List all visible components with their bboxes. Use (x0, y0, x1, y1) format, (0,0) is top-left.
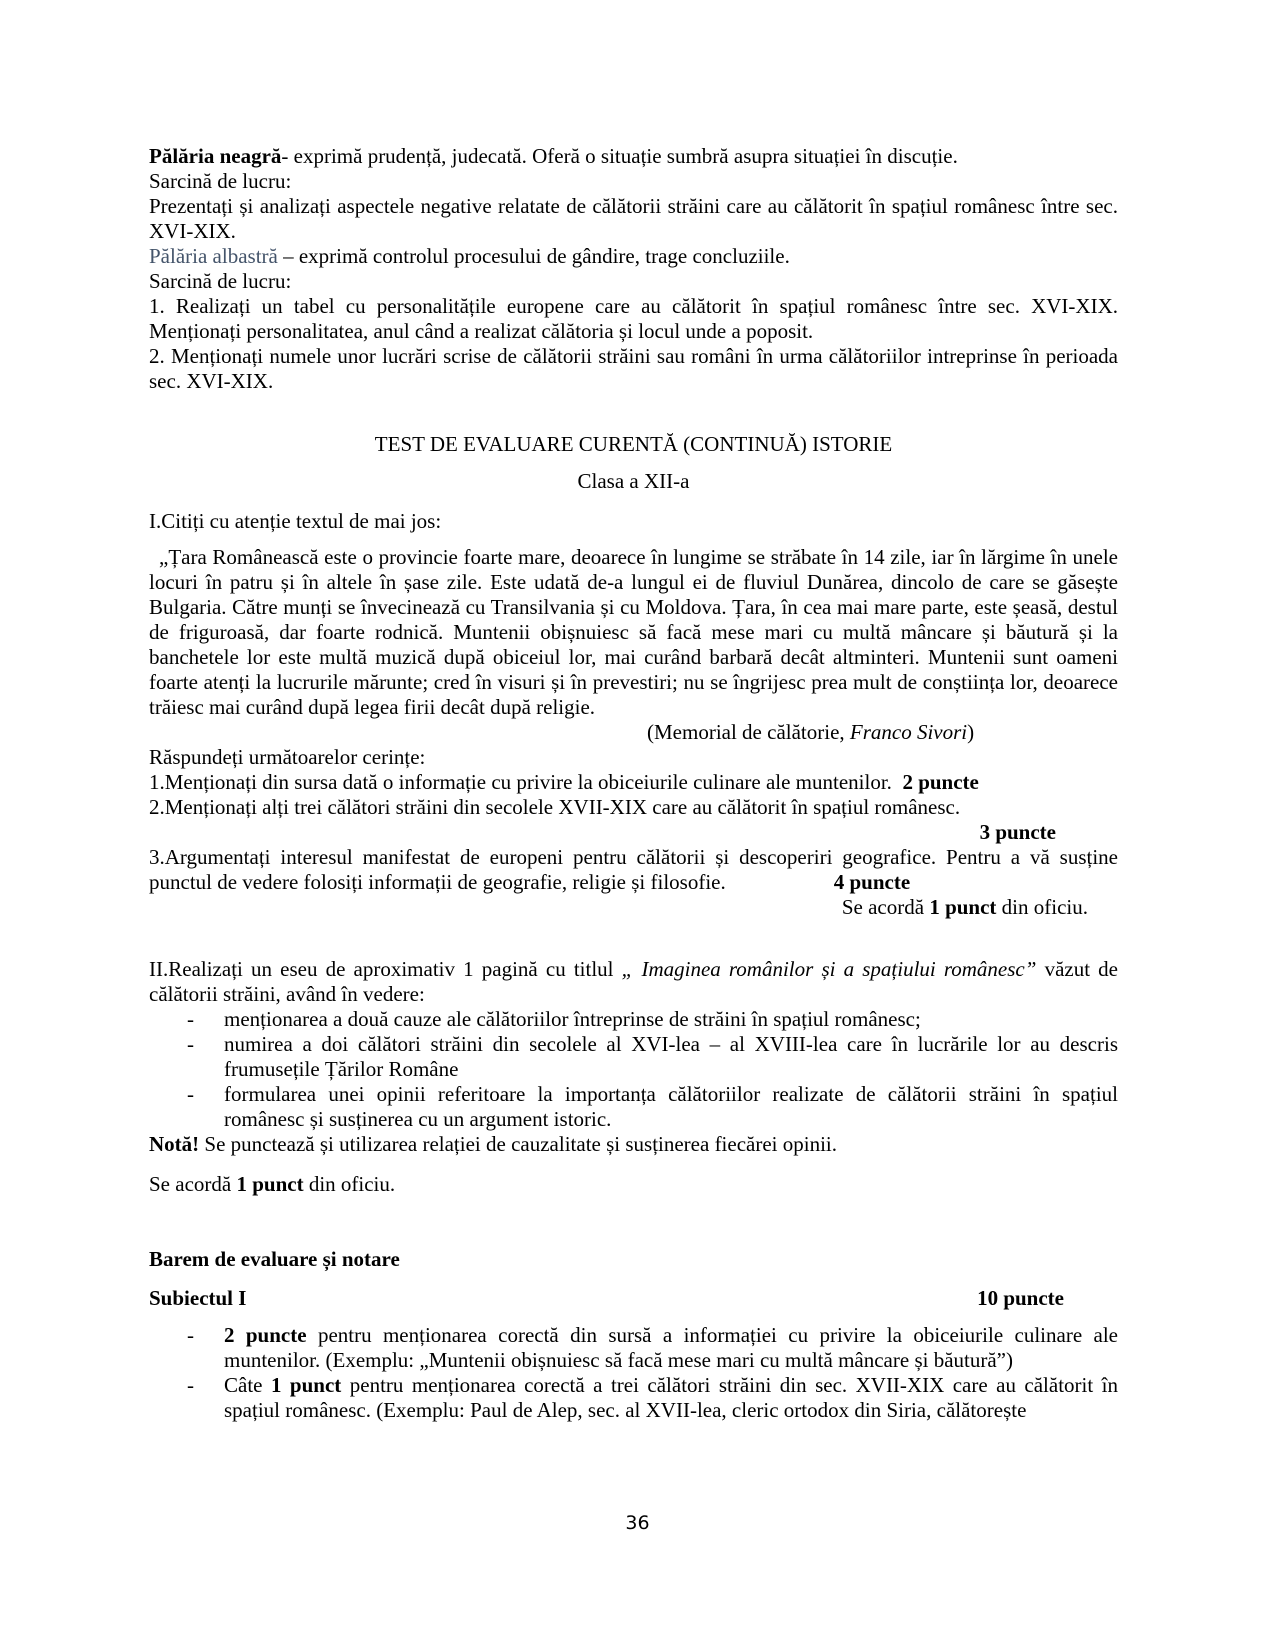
list-item: - 2 puncte pentru menționarea corectă din sursă a informației cu privire la obiceiurile culinare ale muntenilor. (Exemplu: „Muntenii obișnuiesc să facă mese mari cu multă mâncare și băutură”) (187, 1323, 1118, 1372)
section2-intro (149, 957, 1118, 1007)
note (149, 1132, 1118, 1157)
office-point-1 (149, 895, 1118, 920)
black-hat-line (149, 144, 1118, 169)
section2-post: văzut de călătorii străini, având în vedere: (149, 957, 1119, 1006)
list-item: - menționarea a două cauze ale călătoriilor întreprinse de străini în spațiul românesc; (187, 1007, 921, 1031)
section2 (149, 957, 1118, 1157)
note-text: Se punctează și utilizarea relației de cauzalitate și susținerea fiecărei opinii. (199, 1132, 838, 1156)
blue-hat-desc: – exprimă controlul procesului de gândire, trage concluziile. (277, 244, 790, 268)
list-item: - Câte 1 punct pentru menționarea corectă a trei călători străini din sec. XVII-XIX care au călătorit în spațiul românesc. (Exemplu: Paul de Alep, sec. al XVII-lea, cleric ortodox din Siria, călătorește (187, 1373, 1119, 1422)
office-2-bold: 1 punct (236, 1172, 304, 1196)
question-2-points: 3 puncte (979, 820, 1056, 844)
blue-hat-title: Pălăria albastră (149, 244, 278, 268)
black-hat-task-label: Sarcină de lucru: (149, 169, 292, 193)
blue-hat-task-2: 2. Menționați numele unor lucrări scrise de călătorii străini sau români în urma călătoriilor intreprinse în perioada sec. XVI-XIX. (149, 344, 1118, 393)
test-title: TEST DE EVALUARE CURENTĂ (CONTINUĂ) ISTORIE (374, 432, 893, 456)
question-3 (149, 845, 1118, 895)
question-3-text: 3.Argumentați interesul manifestat de europeni pentru călătorii și descoperiri geografice. Pentru a vă susține punctul de vedere folosiți informații de geografie, religie și filosofie. (149, 845, 1118, 894)
note-label: Notă! (149, 1132, 200, 1156)
page-number: 36 (625, 1512, 650, 1534)
source-quote: „Țara Românească este o provincie foarte mare, deoarece în lungime se străbate în 14 zile, iar în lărgime în unele locuri în patru și în altele în șase zile. Este udată de-a lungul ei de fluviul Dunărea, dincolo de care se găsește Bulgaria. Către munți se învecinează cu Transilvania și cu Moldova. Țara, în cea mai mare parte, este șeasă, destul de friguroasă, dar foarte rodnică. Muntenii obișnuiesc să facă mese mari cu multă mâncare și băutură și la banchetele lor este multă muzică după obiceiul lor, mai curând barbară decât altminteri. Muntenii sunt oameni foarte atenți la lucrurile mărunte; cred în visuri și în prevestiri; nu se îngrijesc prea mult de conștiința lor, deoarece trăiesc mai curând după legea firii decât după religie. (149, 545, 1118, 719)
office-1-bold: 1 punct (929, 895, 997, 919)
requirements-label: Răspundeți următoarelor cerințe: (149, 745, 426, 769)
section2-pre: II.Realizați un eseu de aproximativ 1 pagină cu titlul (149, 957, 622, 981)
blue-hat-task-1: 1. Realizați un tabel cu personalitățile europene care au călătorit în spațiul românesc între sec. XVI-XIX. Menționați personalitatea, anul când a realizat călătoria și locul unde a poposit. (149, 294, 1118, 343)
blue-hat-line (149, 244, 1118, 269)
essay-title: „ Imaginea românilor și a spațiului românesc” (621, 957, 1037, 981)
citation-author: Franco Sivori (849, 720, 968, 744)
question-1-text: 1.Menționați din sursa dată o informație cu privire la obiceiurile culinare ale muntenilor. (149, 770, 892, 794)
hats-section (149, 144, 1118, 394)
list-item: - formularea unei opinii referitoare la importanța călătoriilor realizate de călătorii străini în spațiul românesc și susținerea cu un argument istoric. (187, 1082, 1118, 1131)
essay-requirements (149, 1007, 1118, 1132)
barem-subject-row (149, 1286, 1118, 1311)
test-class: Clasa a XII-a (577, 469, 690, 493)
black-hat-desc: - exprimă prudență, judecată. Oferă o situație sumbră asupra situației în discuție. (281, 144, 958, 168)
citation-prefix: (Memorial de călătorie, (647, 720, 850, 744)
office-2-pre: Se acordă (149, 1172, 237, 1196)
question-3-points: 4 puncte (833, 870, 911, 894)
section1-body (149, 545, 1118, 920)
office-1-post: din oficiu. (996, 895, 1088, 919)
list-item: - numirea a doi călători străini din secolele al XVI-lea – al XVIII-lea care în lucrările lor au descris frumusețile Țărilor Române (187, 1032, 1118, 1081)
section1-intro: I.Citiți cu atenție textul de mai jos: (149, 509, 442, 533)
question-2: 2.Menționați alți trei călători străini din secolele XVII-XIX care au călătorit în spațiul românesc. (149, 795, 961, 819)
subject-points: 10 puncte (977, 1286, 1064, 1310)
blue-hat-task-label: Sarcină de lucru: (149, 269, 292, 293)
office-2-post: din oficiu. (303, 1172, 396, 1196)
citation-suffix: ) (967, 720, 975, 744)
barem-items (149, 1323, 1118, 1423)
subject-label: Subiectul I (149, 1286, 247, 1310)
barem-title: Barem de evaluare și notare (149, 1247, 400, 1271)
black-hat-task: Prezentați și analizați aspectele negative relatate de călătorii străini care au călătorit în spațiul românesc între sec. XVI-XIX. (149, 194, 1118, 243)
office-point-2 (149, 1172, 1118, 1197)
source-citation (149, 720, 1118, 745)
office-1-pre: Se acordă (841, 895, 930, 919)
question-1-points: 2 puncte (902, 770, 979, 794)
black-hat-title: Pălăria neagră (149, 144, 282, 168)
question-1 (149, 770, 1118, 795)
